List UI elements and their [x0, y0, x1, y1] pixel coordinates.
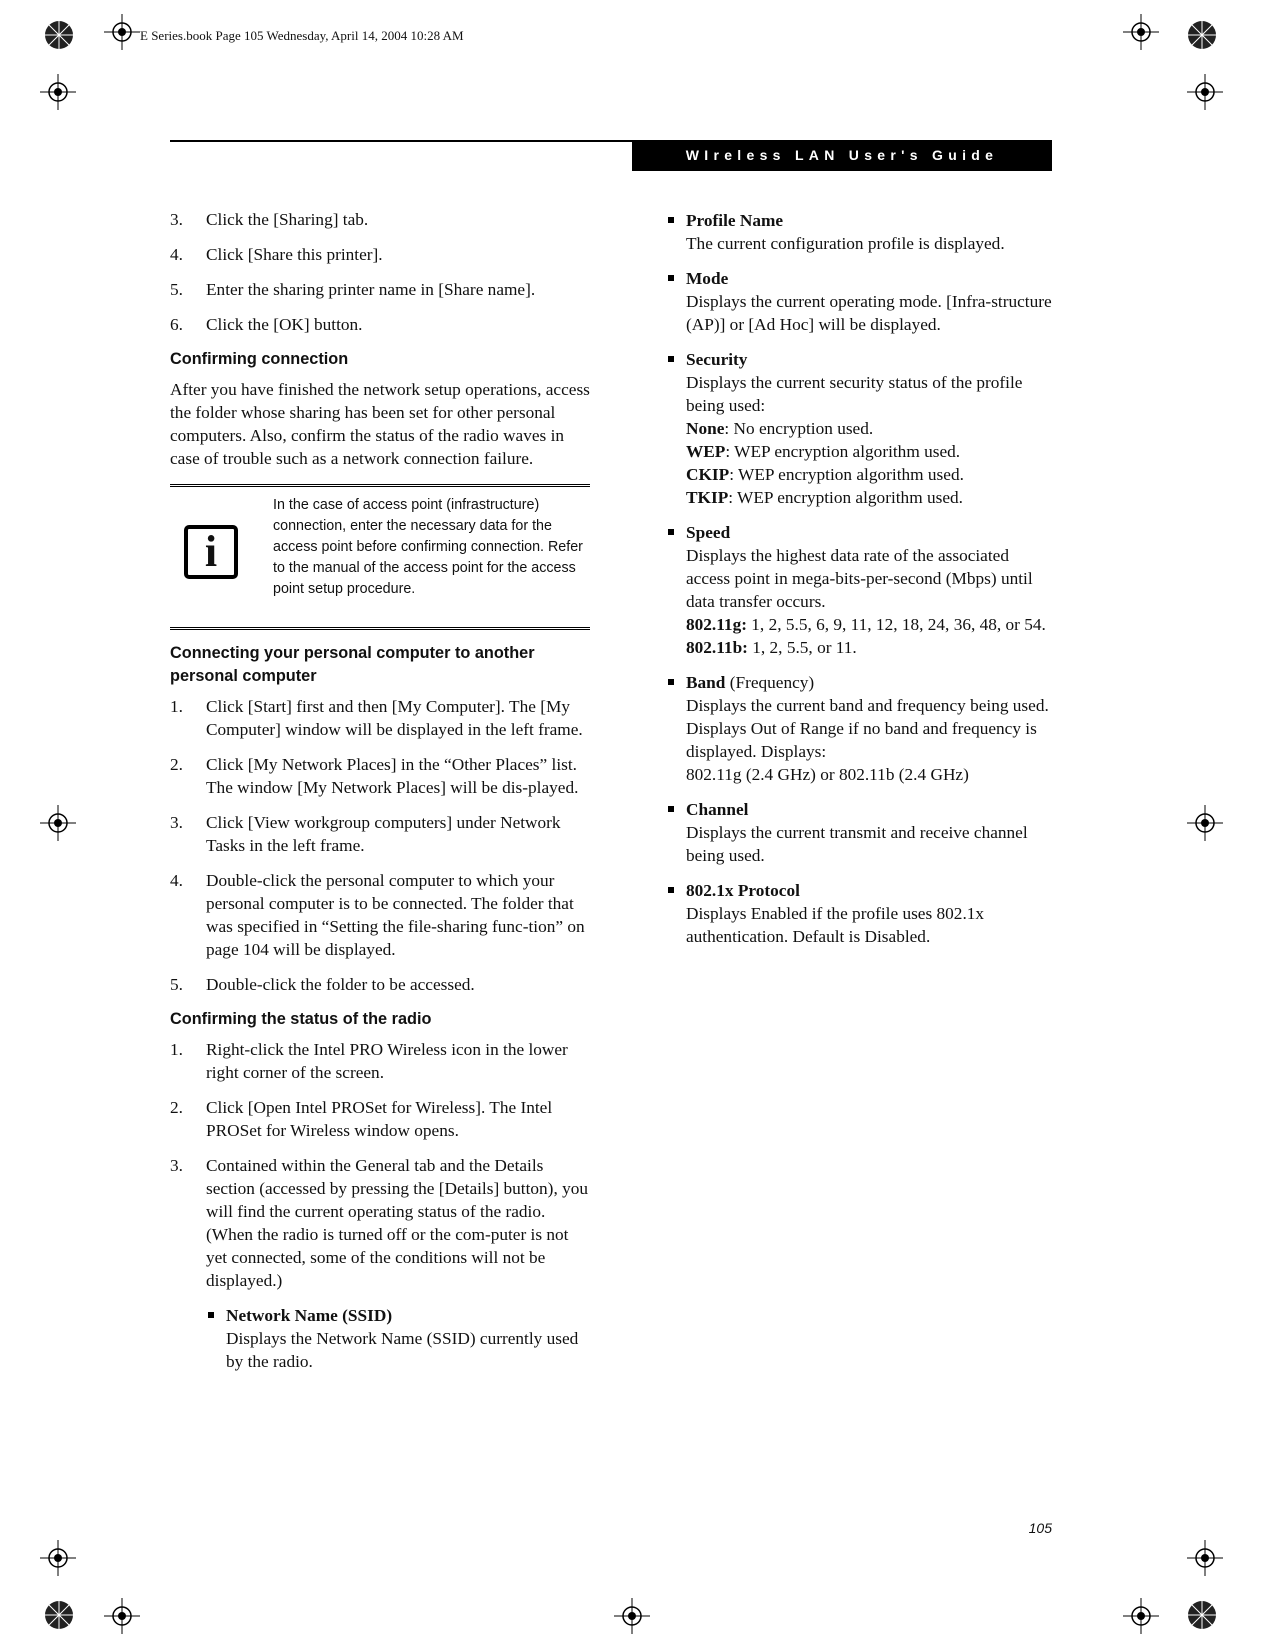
bullet-square-icon: [668, 275, 674, 281]
bullet-square-icon: [668, 887, 674, 893]
info-icon: i: [184, 525, 238, 579]
bullet-security: Security Displays the current security status of the profile being used: None: No encryption used. WEP: WEP encryption algorithm used. CKIP: WEP encryption algorithm used. TKIP: WEP encryption algorithm used.: [666, 348, 1056, 509]
bullet-square-icon: [208, 1312, 214, 1318]
crosshair-icon: [104, 14, 140, 50]
left-column: [170, 208, 590, 1385]
list-item: 3. Click [View workgroup computers] under Network Tasks in the left frame.: [170, 813, 561, 855]
crosshair-icon: [1187, 74, 1223, 110]
section-heading-radio-status: Confirming the status of the radio: [170, 1010, 432, 1028]
list-item: 2. Click [Open Intel PROSet for Wireless]. The Intel PROSet for Wireless window opens.: [170, 1098, 553, 1140]
crosshair-icon: [1123, 14, 1159, 50]
bullet-profile-name: Profile Name The current configuration profile is displayed.: [666, 209, 1056, 255]
speed-item: 802.11b: 1, 2, 5.5, or 11.: [686, 638, 857, 657]
bullet-band: Band (Frequency) Displays the current band and frequency being used. Displays Out of Range if no band and frequency is displayed. Displays: 802.11g (2.4 GHz) or 802.11b (2.4 GHz): [666, 671, 1056, 786]
bullet-network-name: Network Name (SSID) Displays the Network Name (SSID) currently used by the radio.: [206, 1304, 590, 1373]
bullet-mode: Mode Displays the current operating mode. [Infra-structure (AP)] or [Ad Hoc] will be displayed.: [666, 267, 1056, 336]
section-heading-connecting: Connecting your personal computer to another personal computer: [170, 644, 535, 685]
list-item: 5. Double-click the folder to be accessed.: [170, 975, 475, 994]
crosshair-icon: [40, 805, 76, 841]
bullet-channel: Channel Displays the current transmit and receive channel being used.: [666, 798, 1056, 867]
list-item: 3. Contained within the General tab and the Details section (accessed by pressing the [Details] button), you will find the current operating status of the radio. (When the radio is turned off or the com-puter is not yet connected, some of the conditions will not be displayed.): [170, 1156, 589, 1290]
bullet-square-icon: [668, 679, 674, 685]
crosshair-icon: [40, 1540, 76, 1576]
note-text: In the case of access point (infrastructure) connection, enter the necessary data for the access point before confirming connection. Refer to the manual of the access point for the access point setup procedure.: [273, 497, 583, 597]
crosshair-icon: [104, 1598, 140, 1634]
security-item: CKIP: WEP encryption algorithm used.: [686, 465, 964, 484]
bullet-square-icon: [668, 217, 674, 223]
list-item: 1. Right-click the Intel PRO Wireless icon in the lower right corner of the screen.: [170, 1040, 568, 1082]
crosshair-icon: [40, 74, 76, 110]
paragraph: After you have finished the network setup operations, access the folder whose sharing has been set for other personal computers. Also, confirm the status of the radio waves in case of trouble such as a network connection failure.: [170, 380, 590, 468]
security-item: TKIP: WEP encryption algorithm used.: [686, 488, 963, 507]
bullet-square-icon: [668, 529, 674, 535]
list-item: 3. Click the [Sharing] tab.: [170, 210, 369, 229]
page-number: 105: [1028, 1520, 1052, 1536]
list-item: 1. Click [Start] first and then [My Computer]. The [My Computer] window will be displayed in the left frame.: [170, 697, 583, 739]
bullet-protocol: 802.1x Protocol Displays Enabled if the profile uses 802.1x authentication. Default is Disabled.: [666, 879, 1056, 948]
print-info-line: E Series.book Page 105 Wednesday, April 14, 2004 10:28 AM: [140, 28, 464, 43]
bullet-speed: Speed Displays the highest data rate of the associated access point in mega-bits-per-second (Mbps) until data transfer occurs. 802.11g: 1, 2, 5.5, 6, 9, 11, 12, 18, 24, 36, 48, or 54. 802.11b: 1, 2, 5.5, or 11.: [666, 521, 1056, 659]
info-note: [170, 484, 590, 630]
list-item: 4. Click [Share this printer].: [170, 245, 383, 264]
right-column: [666, 209, 1056, 960]
crosshair-icon: [1187, 805, 1223, 841]
security-item: None: No encryption used.: [686, 419, 874, 438]
crosshair-icon: [1123, 1598, 1159, 1634]
list-item: 2. Click [My Network Places] in the “Other Places” list. The window [My Network Places] will be dis-played.: [170, 755, 579, 797]
section-heading-confirming-connection: Confirming connection: [170, 350, 349, 368]
list-item: 4. Double-click the personal computer to which your personal computer is to be connected. The folder that was specified in “Setting the file-sharing func-tion” on page 104 will be displayed.: [170, 871, 585, 959]
registration-star-icon: [44, 1600, 74, 1630]
security-item: WEP: WEP encryption algorithm used.: [686, 442, 961, 461]
bullet-square-icon: [668, 356, 674, 362]
list-item: 6. Click the [OK] button.: [170, 315, 363, 334]
crosshair-icon: [614, 1598, 650, 1634]
bullet-square-icon: [668, 806, 674, 812]
registration-star-icon: [1187, 20, 1217, 50]
running-header: WIreless LAN User's Guide: [632, 140, 1052, 171]
speed-item: 802.11g: 1, 2, 5.5, 6, 9, 11, 12, 18, 24, 36, 48, or 54.: [686, 615, 1046, 634]
list-item: 5. Enter the sharing printer name in [Share name].: [170, 280, 536, 299]
header-rule: [170, 140, 632, 142]
crosshair-icon: [1187, 1540, 1223, 1576]
registration-star-icon: [1187, 1600, 1217, 1630]
registration-star-icon: [44, 20, 74, 50]
